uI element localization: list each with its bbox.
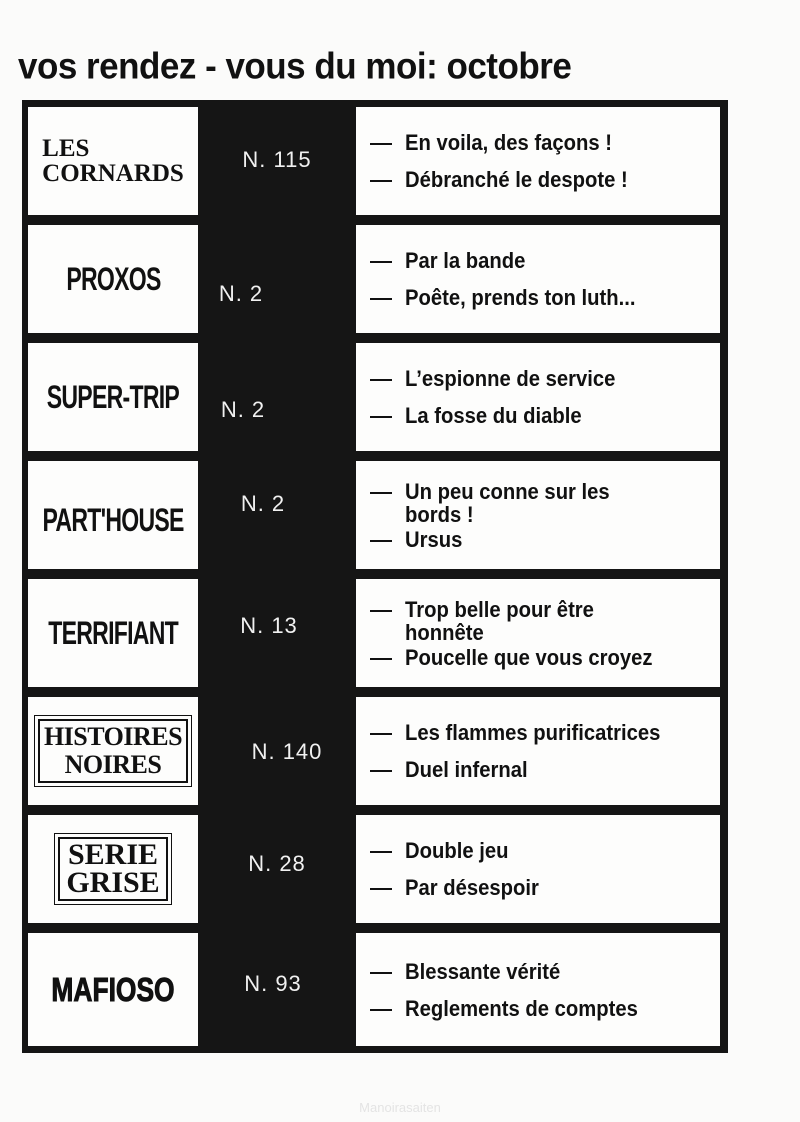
logo-line: HISTOIRES (43, 722, 183, 751)
story-item (356, 646, 720, 669)
story-list (356, 579, 720, 687)
story-title: Ursus (405, 526, 463, 552)
story-title-line: Trop belle pour être (405, 596, 594, 622)
table-row (22, 100, 728, 218)
issue-number: N. 115 (242, 147, 312, 172)
issue-number-cell (198, 461, 356, 569)
magazine-logo-cell (28, 579, 198, 687)
issue-number: N. 2 (240, 491, 286, 516)
magazine-logo-cell (28, 461, 198, 569)
story-item (356, 404, 720, 427)
story-item (356, 960, 720, 983)
magazine-logo-cell (28, 225, 198, 333)
magazine-logo (58, 837, 167, 901)
magazine-logo: MAFIOSO (51, 970, 175, 1008)
story-title: Blessante vérité (405, 958, 561, 984)
story-item (356, 528, 720, 551)
story-list (356, 815, 720, 923)
table-row (22, 454, 728, 572)
story-item (356, 997, 720, 1020)
magazine-logo-cell (28, 107, 198, 215)
story-item (356, 249, 720, 272)
story-title: Les flammes purificatrices (405, 720, 661, 745)
magazine-logo-cell (28, 933, 198, 1046)
story-item (356, 598, 720, 644)
story-title: L’espionne de service (405, 366, 616, 391)
issue-number-cell (198, 933, 356, 1046)
table-row (22, 572, 728, 690)
issue-number: N. 140 (251, 739, 323, 764)
story-title: Duel infernal (405, 757, 528, 782)
story-list (356, 225, 720, 333)
issue-number: N. 93 (244, 971, 302, 996)
issue-number: N. 2 (218, 281, 264, 306)
story-list (356, 697, 720, 805)
story-item (356, 876, 720, 899)
magazine-logo-cell (28, 815, 198, 923)
magazine-logo: PROXOS (65, 260, 161, 297)
table-row (22, 336, 728, 454)
table-row (22, 218, 728, 336)
story-item (356, 758, 720, 781)
logo-line: CORNARDS (42, 160, 184, 187)
story-title: Débranché le despote ! (405, 167, 628, 192)
story-item (356, 480, 720, 526)
story-title: Reglements de comptes (405, 995, 638, 1021)
issue-number: N. 2 (220, 397, 266, 422)
story-title: Poucelle que vous croyez (405, 644, 653, 670)
story-list (356, 933, 720, 1046)
issue-number-cell (198, 579, 356, 687)
story-title: En voila, des façons ! (405, 130, 612, 155)
issue-number: N. 13 (240, 613, 298, 638)
magazine-logo: PART'HOUSE (42, 501, 184, 538)
logo-line: SERIE (67, 838, 159, 871)
issue-number-cell (198, 815, 356, 923)
story-item (356, 131, 720, 154)
story-title: Poête, prends ton luth... (405, 285, 636, 310)
table-row (22, 690, 728, 808)
story-item (356, 721, 720, 744)
story-list (356, 343, 720, 451)
magazine-logo: SUPER-TRIP (46, 378, 180, 415)
issue-number-cell (198, 697, 356, 805)
story-title-line: bords ! (405, 501, 474, 527)
story-item (356, 367, 720, 390)
story-title: La fosse du diable (405, 403, 582, 428)
magazine-logo: TERRIFIANT (48, 614, 178, 651)
issue-number-cell (198, 225, 356, 333)
issue-number: N. 28 (248, 851, 306, 876)
page-title: vos rendez - vous du moi: octobre (18, 46, 572, 87)
story-title-line: honnête (405, 619, 484, 645)
logo-line: NOIRES (64, 750, 162, 779)
story-title-line: Un peu conne sur les (405, 478, 610, 504)
logo-line: GRISE (66, 866, 160, 899)
magazine-logo-cell (28, 697, 198, 805)
table-row (22, 808, 728, 926)
issue-number-cell (198, 107, 356, 215)
watermark: Manoirasaiten (359, 1100, 441, 1115)
story-list (356, 107, 720, 215)
story-title: Double jeu (405, 838, 509, 863)
story-title: Par la bande (405, 248, 526, 273)
story-item (356, 286, 720, 309)
story-title: Par désespoir (405, 875, 539, 900)
story-list (356, 461, 720, 569)
story-item (356, 168, 720, 191)
table-row (22, 926, 728, 1053)
magazine-logo (42, 136, 184, 186)
story-item (356, 839, 720, 862)
issue-number-cell (198, 343, 356, 451)
magazine-logo (38, 719, 188, 783)
schedule-table (22, 100, 728, 1053)
logo-line: LES (42, 135, 90, 162)
